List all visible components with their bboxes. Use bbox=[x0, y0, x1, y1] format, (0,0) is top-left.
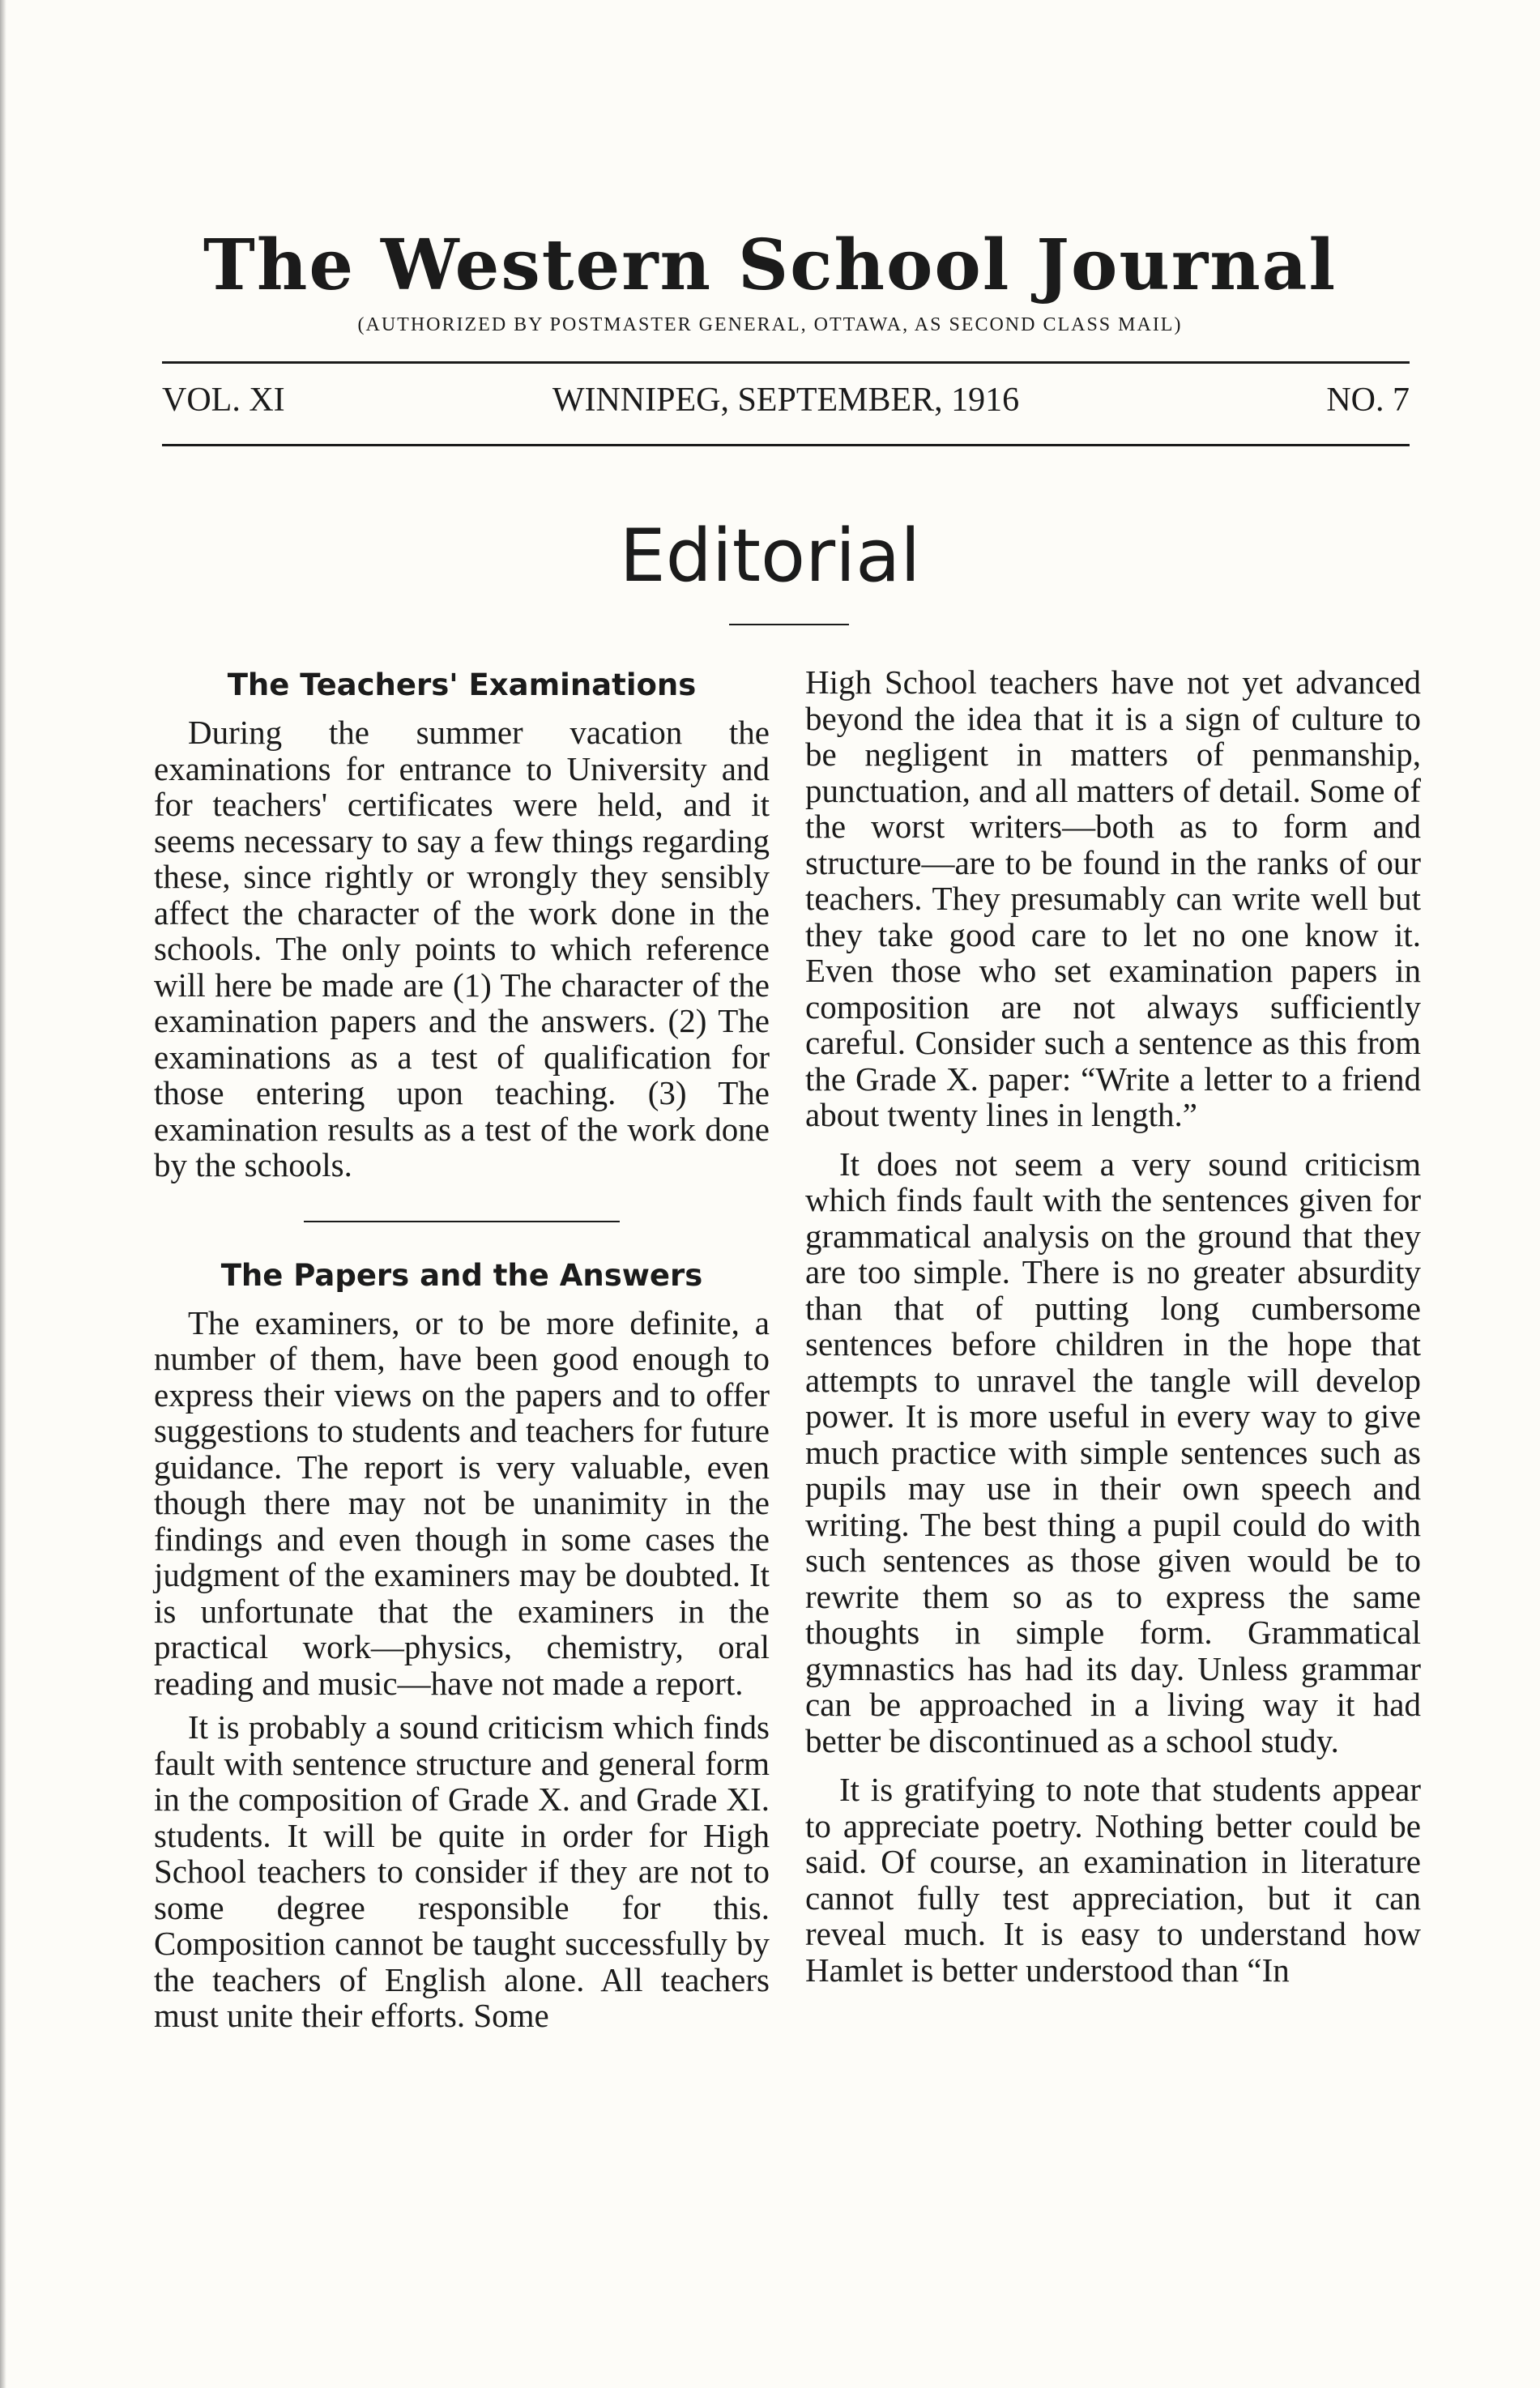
paragraph: The examiners, or to be more definite, a number of them, have been good enough to express their views on the papers and to offer suggestions to students and teachers for future guidance. The report is very valuable, even though there may not be unanimity in the findings and even though in some cases the judgment of the examiners may be doubted. It is unfortunate that the examiners in the practical work—physics, chemistry, oral reading and music—have not made a report. bbox=[154, 1303, 770, 1702]
right-column bbox=[805, 664, 1421, 1988]
issue-number: NO. 7 bbox=[1326, 382, 1410, 419]
masthead-title: The Western School Journal bbox=[203, 224, 1337, 306]
volume-label: VOL. XI bbox=[162, 382, 285, 419]
paragraph: It is gratifying to note that students appear to appreciate poetry. Nothing better could be said. Of course, an examination in literature cannot fully test appreciation, but it can reveal much. It is easy to understand how Hamlet is better understood than “In bbox=[805, 1771, 1421, 1989]
place-date: WINNIPEG, SEPTEMBER, 1916 bbox=[552, 382, 1020, 419]
paragraph: It does not seem a very sound criticism which finds fault with the sentences given for grammatical analysis on the ground that they are too simple. There is no greater absurdity than that of putting long cumbersome sentences before children in the hope that attempts to unravel the tangle will develop power. It is more useful in every way to give much practice with simple sentences such as pupils may use in their own speech and writing. The best thing a pupil could do with such sentences as those given would be to rewrite them so as to express the same thoughts in simple form. Grammatical gymnastics has had its day. Unless grammar can be approached in a living way it had better be discontinued as a school study. bbox=[805, 1145, 1421, 1759]
section-divider bbox=[304, 1221, 620, 1222]
top-rule bbox=[162, 361, 1410, 364]
heading-papers-and-answers: The Papers and the Answers bbox=[220, 1257, 703, 1293]
paragraph: It is probably a sound criticism which finds fault with sentence structure and general form in the composition of Grade X. and Grade XI. students. It will be quite in order for High School teachers to consider if they are not to some degree responsible for this. Composition cannot be taught successfully by the teachers of English alone. All teachers must unite their efforts. Some bbox=[154, 1708, 770, 2034]
issue-line bbox=[162, 381, 1410, 429]
title-underline bbox=[729, 624, 849, 625]
paragraph: During the summer vacation the examinations for entrance to University and for teachers' certificates were held, and it seems necessary to say a few things regarding these, since rightly or wrongly they sensibly affect the character of the work done in the schools. The only points to which reference will here be made are (1) The character of the examination papers and the answers. (2) The examinations as a test of qualification for those entering upon teaching. (3) The examination results as a test of the work done by the schools. bbox=[154, 714, 770, 1183]
scan-edge-shadow bbox=[0, 0, 6, 2388]
paragraph-continued: High School teachers have not yet advanced beyond the idea that it is a sign of culture to be negligent in matters of penmanship, punctuation, and all matters of detail. Some of the worst writers—both as to form and structure—are to be found in the ranks of our teachers. They presumably can write well but they take good care to let no one know it. Even those who set examination papers in composition are not always sufficiently careful. Consider such a sentence as this from the Grade X. paper: “Write a letter to a friend about twenty lines in length.” bbox=[805, 663, 1421, 1133]
heading-teachers-examinations: The Teachers' Examinations bbox=[227, 667, 697, 702]
left-column bbox=[154, 664, 770, 2034]
bottom-rule bbox=[162, 444, 1410, 446]
masthead-subtitle: (AUTHORIZED BY POSTMASTER GENERAL, OTTAWA, AS SECOND CLASS MAIL) bbox=[357, 314, 1183, 335]
section-title: Editorial bbox=[619, 514, 921, 599]
